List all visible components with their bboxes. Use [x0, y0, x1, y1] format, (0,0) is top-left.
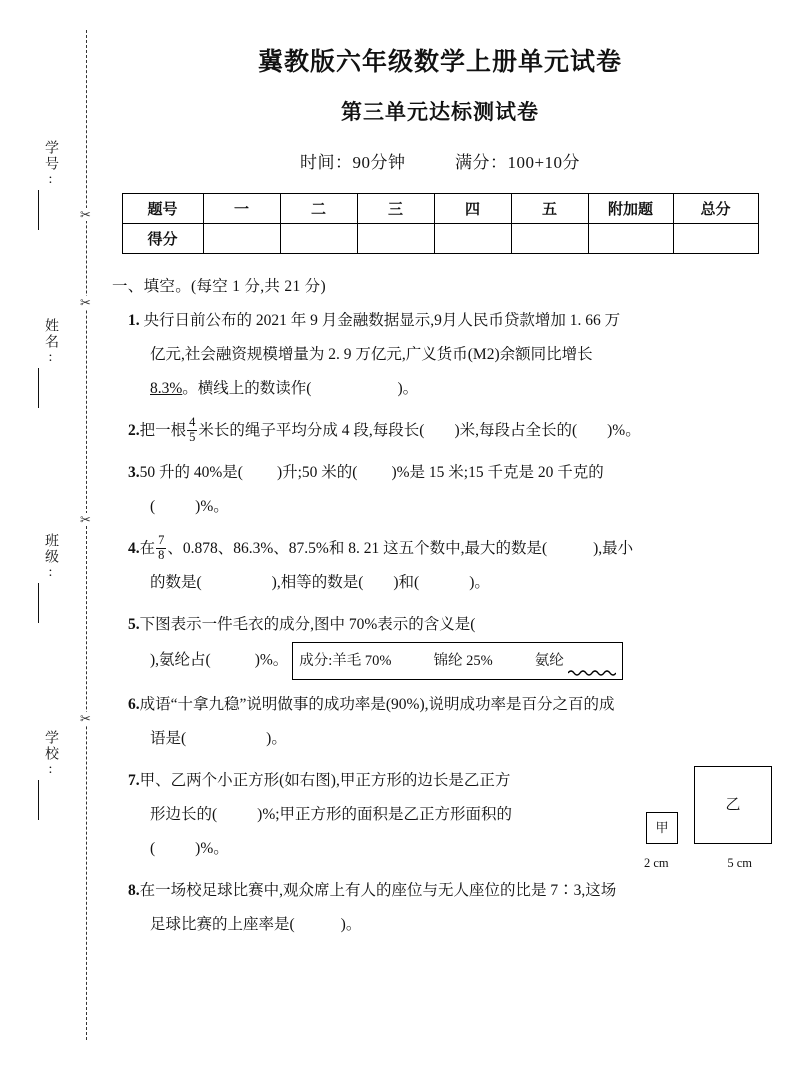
question-number: 1. — [128, 312, 140, 329]
margin-label-class: 班级: — [43, 533, 58, 582]
question-6 — [128, 688, 770, 756]
score-table-col-total: 总分 — [673, 194, 758, 224]
margin-rule-name — [38, 368, 39, 408]
question-6-line-2 — [150, 722, 770, 756]
question-5-line2-b: )%。 — [254, 651, 289, 669]
margin-rule-class — [38, 583, 39, 623]
question-8-line2-a: 足球比赛的上座率是( — [150, 916, 295, 933]
question-4-text-a: 在 — [139, 540, 156, 557]
question-2-text-a: 把一根 — [139, 422, 187, 439]
question-4-text-b: 、0.878、86.3%、87.5%和 8. 21 这五个数中,最大的数是( — [167, 540, 548, 557]
score-table-col-5: 五 — [511, 194, 588, 224]
question-1-line-2: 亿元,社会融资规模增量为 2. 9 万亿元,广义货币(M2)余额同比增长 — [150, 346, 593, 363]
question-number: 4. — [128, 540, 140, 557]
score-table-col-1: 一 — [203, 194, 280, 224]
composition-item-spandex: 氨纶 — [534, 653, 564, 669]
question-1-line-3-text: 。横线上的数读作( — [182, 380, 312, 397]
question-number: 2. — [128, 422, 140, 439]
margin-label-name: 姓名: — [43, 318, 58, 367]
score-table-row-score: 得分 — [122, 224, 203, 254]
question-7 — [128, 764, 770, 870]
margin-label-school: 学校: — [43, 730, 58, 779]
score-cell[interactable] — [280, 224, 357, 254]
question-3-text-b: )升;50 米的( — [276, 464, 358, 481]
question-6-line2-a: 语是( — [150, 730, 187, 747]
question-5-line-2 — [150, 642, 770, 680]
question-7-figure — [646, 766, 778, 874]
scissor-icon: ✂ — [80, 512, 91, 527]
question-8 — [128, 874, 770, 942]
question-7-line2-b: )%;甲正方形的面积是乙正方形面积的 — [257, 806, 513, 823]
fraction-7-8: $\frac{7}{8}$ — [158, 533, 165, 562]
scissor-icon: ✂ — [80, 207, 91, 222]
label-big-square-size: 5 cm — [727, 856, 752, 870]
table-row — [122, 224, 758, 254]
question-3-text-c: )%是 15 米;15 千克是 20 千克的 — [391, 464, 604, 481]
question-1-line-1: 央行日前公布的 2021 年 9 月金融数据显示,9月人民币贷款增加 1. 66 万 — [143, 312, 621, 329]
page-subtitle: 第三单元达标测试卷 — [341, 100, 539, 124]
question-1-line-3-end: )。 — [397, 380, 419, 397]
question-2-text-d: )%。 — [607, 422, 641, 439]
full-score-label: 满分：100+10分 — [454, 153, 581, 172]
score-cell[interactable] — [673, 224, 758, 254]
question-8-line-2 — [150, 908, 770, 942]
score-cell[interactable] — [434, 224, 511, 254]
scissor-icon: ✂ — [80, 295, 91, 310]
composition-item-nylon: 锦纶 25% — [433, 653, 493, 669]
score-table-header-label: 题号 — [122, 194, 203, 224]
question-1-line-3 — [150, 372, 770, 406]
question-4-line2-a: 的数是( — [150, 574, 202, 591]
question-number: 7. — [128, 772, 140, 789]
question-2-text-c: )米,每段占全长的( — [454, 422, 578, 439]
question-7-line2-a: 形边长的( — [150, 806, 218, 823]
score-cell[interactable] — [511, 224, 588, 254]
question-3 — [128, 456, 770, 524]
question-7-line3-a: ( — [150, 840, 156, 857]
question-5-text-a: 下图表示一件毛衣的成分,图中 70%表示的含义是( — [139, 616, 476, 633]
composition-item-wool: 成分:羊毛 70% — [299, 653, 392, 669]
margin-label-student-id: 学号: — [43, 140, 58, 189]
question-4-text-c: ),最小 — [593, 540, 634, 557]
question-6-line2-b: )。 — [266, 730, 287, 747]
question-number: 6. — [128, 696, 140, 713]
question-5 — [128, 608, 770, 680]
question-3-line-2 — [150, 490, 770, 524]
score-cell[interactable] — [357, 224, 434, 254]
question-2-text-b: 米长的绳子平均分成 4 段,每段长( — [198, 422, 425, 439]
score-table-col-2: 二 — [280, 194, 357, 224]
question-3-text-e: )%。 — [195, 498, 229, 515]
question-3-text-a: 50 升的 40%是( — [139, 464, 243, 481]
exam-meta — [110, 148, 770, 173]
question-number: 5. — [128, 616, 140, 633]
fraction-4-5: $\frac{4}{5}$ — [189, 415, 196, 444]
question-4 — [128, 532, 770, 600]
score-table — [122, 193, 759, 254]
score-table-col-3: 三 — [357, 194, 434, 224]
underlined-number: 8.3% — [150, 380, 183, 397]
question-7-line-1: 甲、乙两个小正方形(如右图),甲正方形的边长是乙正方 — [139, 772, 511, 789]
left-margin-strip — [0, 0, 95, 1078]
margin-rule-student-id — [38, 190, 39, 230]
exam-page — [110, 0, 770, 942]
section-heading-fill-blank: 一、填空。(每空 1 分,共 21 分) — [112, 278, 326, 295]
score-table-col-extra: 附加题 — [588, 194, 673, 224]
square-yi: 乙 — [694, 766, 772, 844]
time-label: 时间：90分钟 — [299, 153, 406, 172]
question-8-line2-b: )。 — [340, 916, 362, 933]
question-2 — [128, 414, 770, 448]
question-3-text-d: ( — [150, 498, 156, 515]
question-7-line3-b: )%。 — [195, 840, 229, 857]
scissor-icon: ✂ — [80, 711, 91, 726]
score-cell[interactable] — [203, 224, 280, 254]
page-title: 冀教版六年级数学上册单元试卷 — [257, 49, 622, 76]
question-5-line2-a: ),氨纶占( — [150, 651, 211, 669]
question-4-line2-b: ),相等的数是( — [271, 574, 364, 591]
question-number: 8. — [128, 882, 140, 899]
square-jia: 甲 — [646, 812, 678, 844]
wave-marker-icon — [568, 657, 616, 667]
question-number: 3. — [128, 464, 140, 481]
score-cell[interactable] — [588, 224, 673, 254]
question-8-line-1: 在一场校足球比赛中,观众席上有人的座位与无人座位的比是 7∶3,这场 — [139, 882, 617, 899]
fold-dashed-line — [86, 30, 87, 1040]
sweater-composition-box — [292, 642, 622, 680]
question-4-line2-c: )和( — [393, 574, 420, 591]
margin-rule-school — [38, 780, 39, 820]
question-4-line-2 — [150, 566, 770, 600]
label-small-square-size: 2 cm — [644, 856, 669, 870]
question-4-line2-d: )。 — [469, 574, 490, 591]
score-table-col-4: 四 — [434, 194, 511, 224]
question-1 — [128, 304, 770, 406]
question-6-line-1: 成语“十拿九稳”说明做事的成功率是(90%),说明成功率是百分之百的成 — [139, 696, 615, 713]
table-row — [122, 194, 758, 224]
